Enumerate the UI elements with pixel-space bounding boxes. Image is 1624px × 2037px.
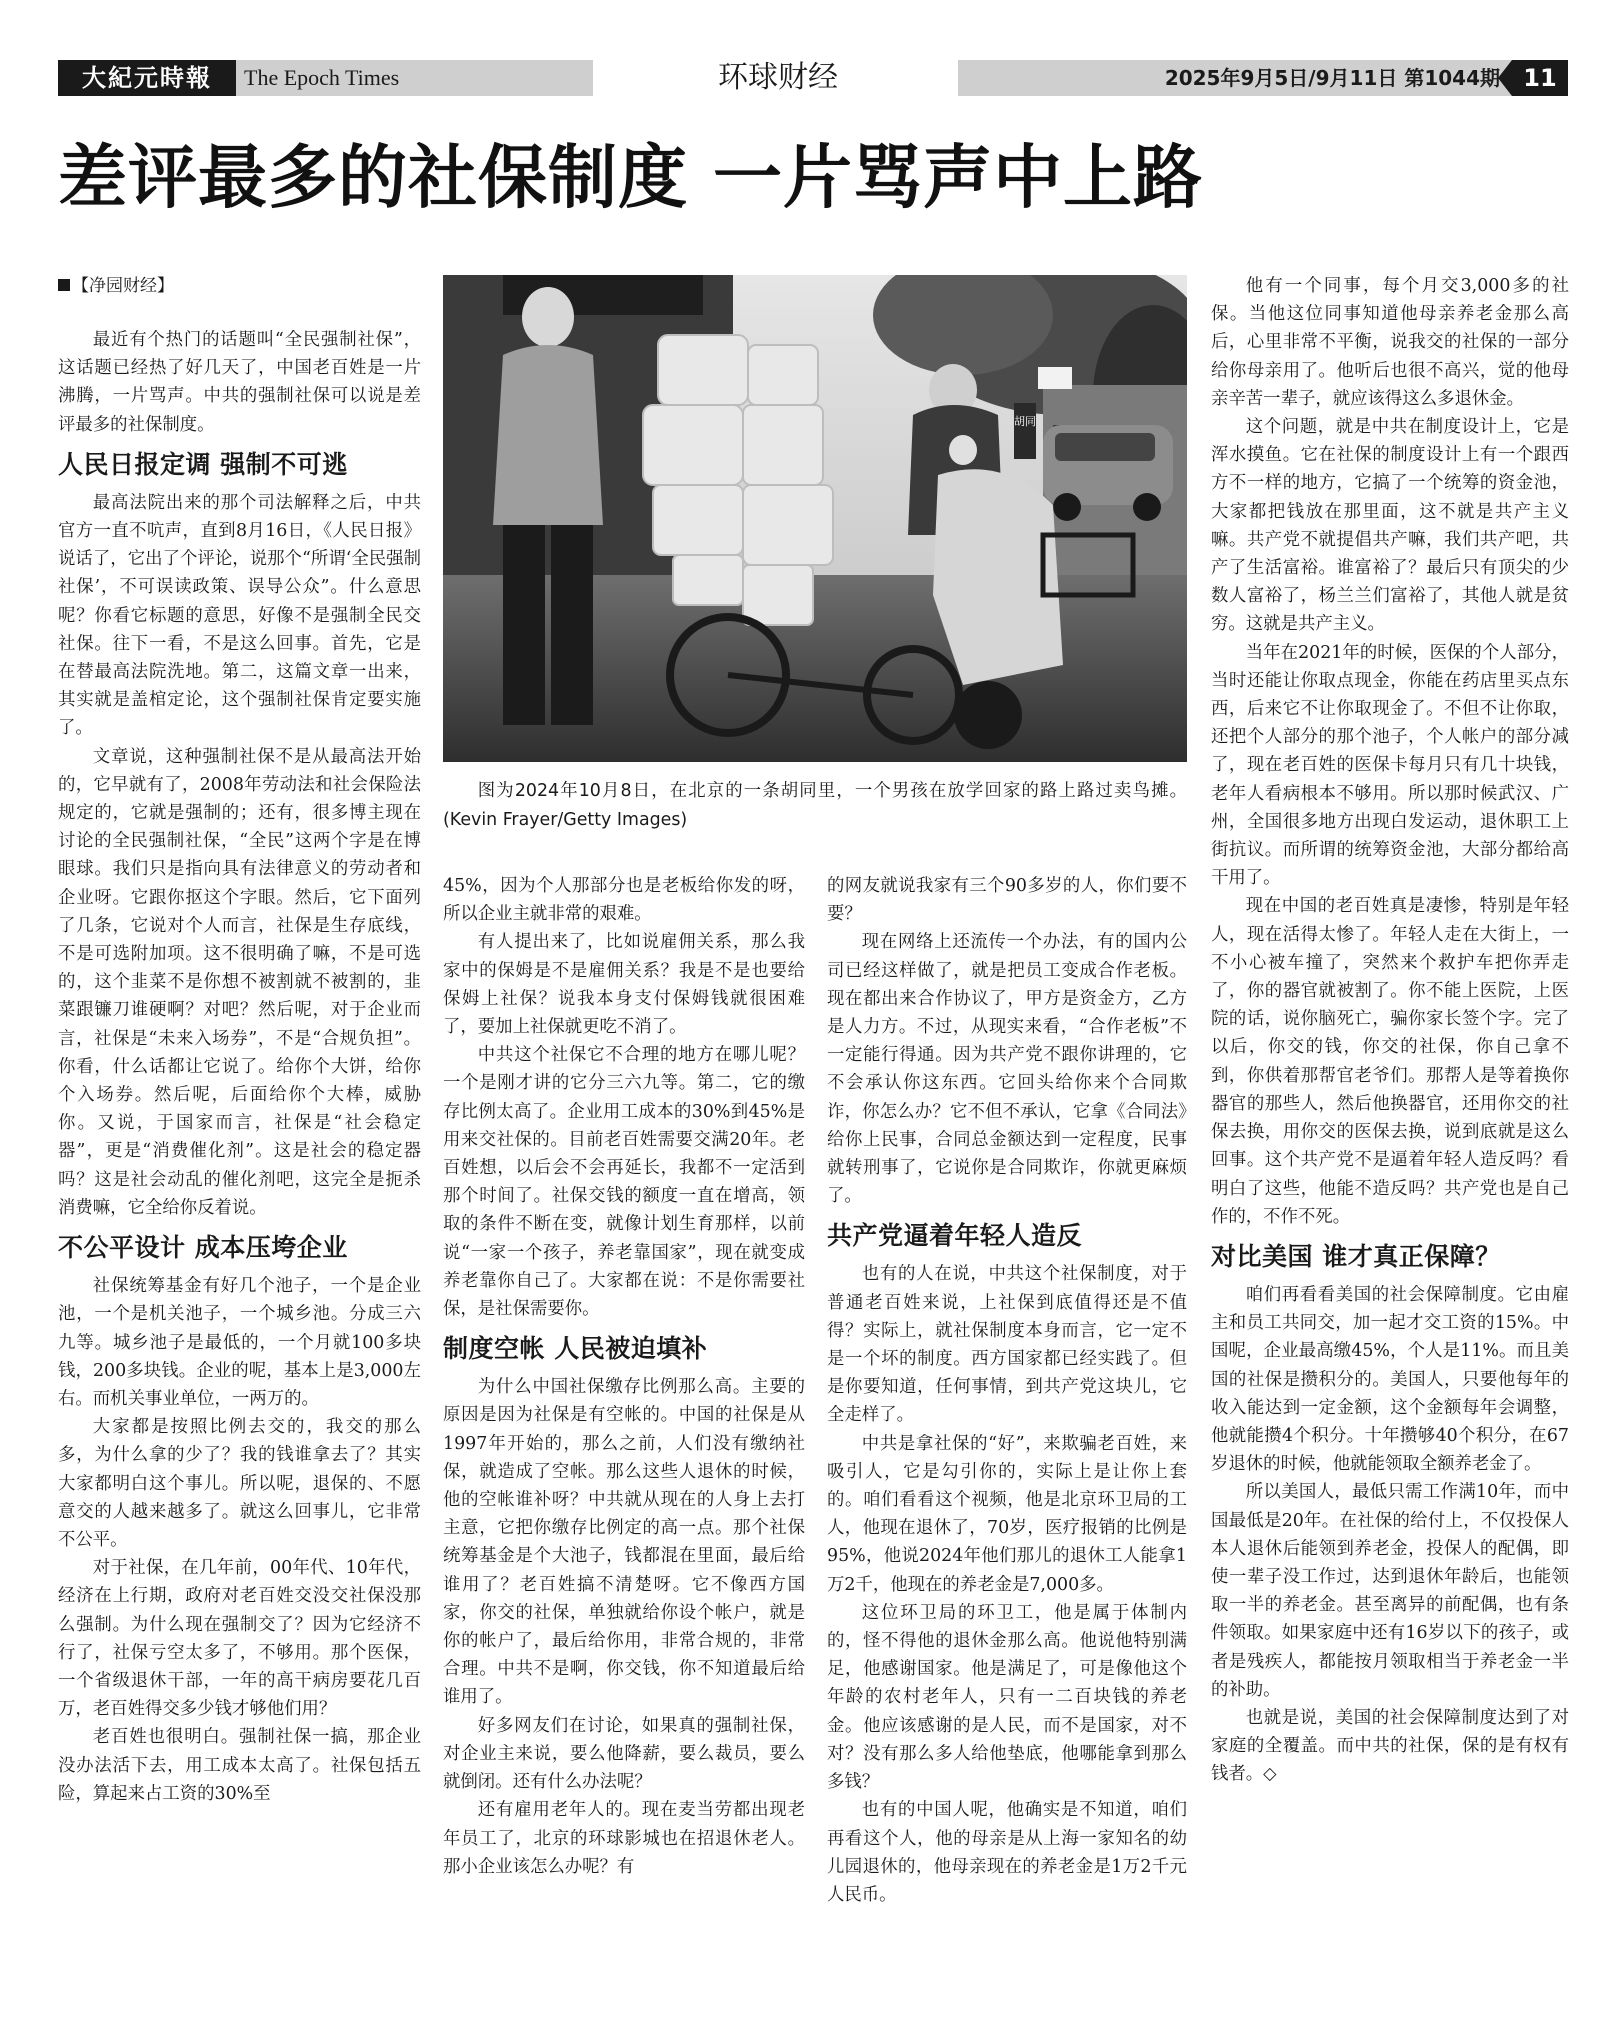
paragraph: 最近有个热门的话题叫“全民强制社保”，这话题已经热了好几天了，中国老百姓是一片沸腾，一片骂声。中共的强制社保可以说是差评最多的社保制度。 [58,330,421,435]
article-column-1 [58,272,421,1808]
paragraph: 45%，因为个人那部分也是老板给你发的呀，所以企业主就非常的艰难。 [443,876,805,925]
article-column-3 [827,872,1187,1909]
subheading: 共产党逼着年轻人造反 [827,1221,1083,1251]
paragraph: 也有的中国人呢，他确实是不知道，咱们再看这个人，他的母亲是从上海一家知名的幼儿园退休的，他母亲现在的养老金是1万2千元人民币。 [827,1800,1187,1905]
masthead-right-bar [958,60,1568,96]
section-title: 环球财经 [718,60,838,95]
subheading: 人民日报定调 强制不可逃 [58,449,348,479]
paragraph: 中共这个社保它不合理的地方在哪儿呢？一个是刚才讲的它分三六九等。第二，它的缴存比例太高了。企业用工成本的30%到45%是用来交社保的。目前老百姓需要交满20年。老百姓想，以后会不会再延长，我都不一定活到那个时间了。社保交钱的额度一直在增高，领取的条件不断在变，就像计划生育那样，以前说“一家一个孩子，养老靠国家”，现在就变成养老靠你自己了。大家都在说：不是你需要社保，是社保需要你。 [443,1045,805,1320]
article-column-2 [443,872,805,1881]
paragraph: 现在中国的老百姓真是凄惨，特别是年轻人，现在活得太惨了。年轻人走在大街上，一不小心被车撞了，突然来个救护车把你弄走了，你的器官就被割了。你不能上医院，上医院的话，说你脑死亡，骗你家长签个字。完了以后，你交的钱，你交的社保，你自己拿不到，你供着那帮官老爷们。那帮人是等着换你器官的那些人，然后他换器官，还用你交的社保去换，用你交的医保去换，说到底就是这么回事。这个共产党不是逼着年轻人造反吗？看明白了这些，他能不造反吗？共产党也是自己作的，不作不死。 [1211,896,1569,1227]
paragraph: 文章说，这种强制社保不是从最高法开始的，它早就有了，2008年劳动法和社会保险法规定的，它就是强制的；还有，很多博主现在讨论的全民强制社保，“全民”这两个字是在博眼球。我们只是指向具有法律意义的劳动者和企业呀。它跟你抠这个字眼。然后，它下面列了几条，它说对个人而言，社保是生存底线，不是可选附加项。这不很明确了嘛，不是可选的，这个韭菜不是你想不被割就不被割的，韭菜跟镰刀谁硬啊？对吧？然后呢，对于企业而言，社保是“未来入场券”，不是“合规负担”。你看，什么话都让它说了。给你个大饼，给你个入场券。然后呢，后面给你个大棒，威胁你。又说，于国家而言，社保是“社会稳定器”，更是“消费催化剂”。这是社会的稳定器吗？这是社会动乱的催化剂吧，这完全是扼杀消费嘛，它全给你反着说。 [58,746,421,1218]
subheading: 对比美国 谁才真正保障？ [1211,1241,1501,1271]
paragraph: 他有一个同事，每个月交3,000多的社保。当他这位同事知道他母亲养老金那么高后，心里非常不平衡，说我交的社保的一部分给你母亲用了。他听后也很不高兴，觉的他母亲辛苦一辈子，就应该得这么多退休金。 [1211,276,1569,409]
subheading: 制度空帐 人民被迫填补 [443,1334,708,1364]
paragraph: 大家都是按照比例去交的，我交的那么多，为什么拿的少了？我的钱谁拿去了？其实大家都明白这个事儿。所以呢，退保的、不愿意交的人越来越多了。就这么回事儿，它非常不公平。 [58,1417,421,1550]
byline [58,272,421,300]
paragraph: 社保统筹基金有好几个池子，一个是企业池，一个是机关池子，一个城乡池。分成三六九等。城乡池子是最低的，一个月就100多块钱，200多块钱。企业的呢，基本上是3,000左右。而机关事业单位，一两万的。 [58,1276,421,1409]
paragraph: 的网友就说我家有三个90多岁的人，你们要不要？ [827,876,1187,925]
paragraph: 为什么中国社保缴存比例那么高。主要的原因是因为社保是有空帐的。中国的社保是从1997年开始的，那么之前，人们没有缴纳社保，就造成了空帐。那么这些人退休的时候，他的空帐谁补呀？中共就从现在的人身上去打主意，它把你缴存比例定的高一点。那个社保统筹基金是个大池子，钱都混在里面，最后给谁用了？老百姓搞不清楚呀。它不像西方国家，你交的社保，单独就给你设个帐户，就是你的帐户了，最后给你用，非常合规的，非常合理。中共不是啊，你交钱，你不知道最后给谁用了。 [443,1377,805,1708]
photo-caption: 图为2024年10月8日，在北京的一条胡同里，一个男孩在放学回家的路上路过卖鸟摊。(Kevin Frayer/Getty Images) [443,781,1187,830]
epoch-times-english-logo: The Epoch Times [244,65,400,90]
paragraph: 现在网络上还流传一个办法，有的国内公司已经这样做了，就是把员工变成合作老板。现在都出来合作协议了，甲方是资金方，乙方是人力方。不过，从现实来看，“合作老板”不一定能行得通。因为共产党不跟你讲理的，它不会承认你这东西。它回头给你来个合同欺诈，你怎么办？它不但不承认，它拿《合同法》给你上民事，合同总金额达到一定程度，民事就转刑事了，它说你是合同欺诈，你就更麻烦了。 [827,932,1187,1207]
paragraph: 最高法院出来的那个司法解释之后，中共官方一直不吭声，直到8月16日，《人民日报》说话了，它出了个评论，说那个“所谓‘全民强制社保’，不可误读政策、误导公众”。什么意思呢？你看它标题的意思，好像不是强制全民交社保。往下一看，不是这么回事。首先，它是在替最高法院洗地。第二，这篇文章一出来，其实就是盖棺定论，这个强制社保肯定要实施了。 [58,492,421,739]
paragraph: 也就是说，美国的社会保障制度达到了对家庭的全覆盖。而中共的社保，保的是有权有钱者。◇ [1211,1707,1569,1785]
paragraph: 有人提出来了，比如说雇佣关系，那么我家中的保姆是不是雇佣关系？我是不是也要给保姆上社保？说我本身支付保姆钱就很困难了，要加上社保就更吃不消了。 [443,932,805,1038]
paragraph: 咱们再看看美国的社会保障制度。它由雇主和员工共同交，加一起才交工资的15%。中国呢，企业最高缴45%，个人是11%。而且美国的社保是攒积分的。美国人，只要他每年的收入能达到一定金额，这个金额每年会调整，他就能攒4个积分。十年攒够40个积分，在67岁退休的时候，他就能领取全额养老金了。 [1211,1284,1569,1475]
masthead [58,60,1568,96]
paragraph: 好多网友们在讨论，如果真的强制社保，对企业主来说，要么他降薪，要么裁员，要么就倒闭。还有什么办法呢？ [443,1715,805,1793]
paragraph: 老百姓也很明白。强制社保一搞，那企业没办法活下去，用工成本太高了。社保包括五险，算起来占工资的30%至 [58,1727,421,1804]
street-sign-text: 胡同 [1014,415,1036,428]
paragraph: 所以美国人，最低只需工作满10年，而中国最低是20年。在社保的给付上，不仅投保人本人退休后能领到养老金，投保人的配偶，即使一辈子没工作过，达到退休年龄后，也能领取一半的养老金。甚至离异的前配偶，也有条件领取。如果家庭中还有16岁以下的孩子，或者是残疾人，都能按月领取相当于养老金一半的补助。 [1211,1482,1569,1700]
page-number: 11 [1512,60,1568,96]
paragraph: 对于社保，在几年前，00年代、10年代，经济在上行期，政府对老百姓交没交社保没那么强制。为什么现在强制交了？因为它经济不行了，社保亏空太多了，不够用。那个医保，一个省级退休干部，一年的高干病房要花几百万，老百姓得交多少钱才够他们用？ [58,1558,421,1720]
paragraph: 这个问题，就是中共在制度设计上，它是浑水摸鱼。它在社保的制度设计上有一个跟西方不一样的地方，它搞了一个统筹的资金池，大家都把钱放在那里面，这不就是共产主义嘛。共产党不就提倡共产嘛，我们共产吧，共产了生活富裕。谁富裕了？最后只有顶尖的少数人富裕了，杨兰兰们富裕了，其他人就是贫穷。这就是共产主义。 [1211,417,1569,635]
paragraph: 当年在2021年的时候，医保的个人部分，当时还能让你取点现金，你能在药店里买点东西，后来它不让你取现金了。不但不让你取，还把个人部分的那个池子，个人帐户的部分减了，现在老百姓的医保卡每月只有几十块钱，老年人看病根本不够用。所以那时候武汉、广州，全国很多地方出现白发运动，退休职工上街抗议。而所谓的统筹资金池，大部分都给高干用了。 [1211,642,1569,889]
square-bullet-icon [58,279,70,291]
paragraph: 也有的人在说，中共这个社保制度，对于普通老百姓来说，上社保到底值得还是不值得？实际上，就社保制度本身而言，它一定不是一个坏的制度。西方国家都已经实践了。但是你要知道，任何事情，到共产党这块儿，它全走样了。 [827,1264,1187,1426]
headline: 差评最多的社保制度 一片骂声中上路 [58,138,1204,218]
paragraph: 还有雇用老年人的。现在麦当劳都出现老年员工了，北京的环球影城也在招退休老人。那小企业该怎么办呢？有 [443,1800,805,1877]
paragraph: 中共是拿社保的“好”，来欺骗老百姓，来吸引人，它是勾引你的，实际上是让你上套的。咱们看看这个视频，他是北京环卫局的工人，他现在退休了，70岁，医疗报销的比例是95%，他说2024年他们那儿的退休工人能拿1万2千，他现在的养老金是7,000多。 [827,1433,1187,1595]
epoch-times-chinese-logo: 大紀元時報 [58,60,236,96]
masthead-left-bar [58,60,593,96]
news-photo [443,275,1187,762]
subheading: 不公平设计 成本压垮企业 [58,1233,348,1263]
article-column-4 [1211,272,1569,1789]
issue-date: 2025年9月5日/9月11日 第1044期 [1164,66,1500,90]
bird-vendor-photo [443,275,1187,762]
byline-text: 【净园财经】 [72,276,174,296]
paragraph: 这位环卫局的环卫工，他是属于体制内的，怪不得他的退休金那么高。他说他特别满足，他感谢国家。他是满足了，可是像他这个年龄的农村老年人，只有一二百块钱的养老金。他应该感谢的是人民，而不是国家，对不对？没有那么多人给他垫底，他哪能拿到那么多钱？ [827,1602,1187,1793]
